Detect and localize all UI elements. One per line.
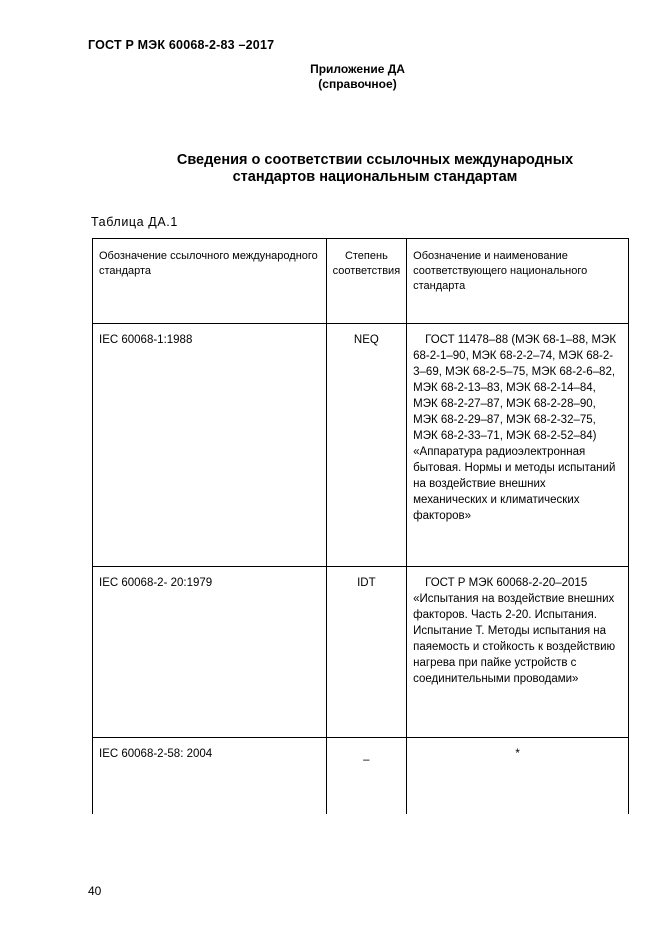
section-title-line1: Сведения о соответствии ссылочных международных bbox=[176, 152, 574, 168]
cell-international-standard: IEC 60068-1:1988 bbox=[93, 324, 327, 567]
table-caption: Таблица ДА.1 bbox=[91, 215, 178, 229]
cell-degree: IDT bbox=[326, 567, 407, 738]
cell-degree: – bbox=[326, 738, 407, 814]
table-row bbox=[93, 567, 629, 738]
appendix-note: (справочное) bbox=[318, 77, 397, 91]
section-title bbox=[125, 152, 625, 186]
header-degree: Степень соответствия bbox=[326, 239, 407, 324]
cell-national-standard: ГОСТ 11478–88 (МЭК 68-1–88, МЭК 68-2-1–90, МЭК 68-2-2–74, МЭК 68-2-3–69, МЭК 68-2-5–75, МЭК 68-2-6–82, МЭК 68-2-13–83, МЭК 68-2-14–84, МЭК 68-2-27–87, МЭК 68-2-28–90, МЭК 68-2-29–87, МЭК 68-2-32–75, МЭК 68-2-33–71, МЭК 68-2-52–84) «Аппаратура радиоэлектронная бытовая. Нормы и методы испытаний на воздействие внешних механических и климатических факторов» bbox=[407, 324, 629, 567]
table-row bbox=[93, 738, 629, 814]
header-international-standard: Обозначение ссылочного международного стандарта bbox=[93, 239, 327, 324]
table-header-row bbox=[93, 239, 629, 324]
cell-national-standard: ГОСТ Р МЭК 60068-2-20–2015 «Испытания на воздействие внешних факторов. Часть 2-20. Испытания. Испытание Т. Методы испытания на паяемость и стойкость к воздействию нагрева при пайке устройств с соединительными проводами» bbox=[407, 567, 629, 738]
section-title-line2: стандартов национальным стандартам bbox=[232, 169, 518, 185]
cell-international-standard: IEC 60068-2-58: 2004 bbox=[93, 738, 327, 814]
cell-international-standard: IEC 60068-2- 20:1979 bbox=[93, 567, 327, 738]
standards-table bbox=[92, 238, 629, 814]
cell-degree: NEQ bbox=[326, 324, 407, 567]
appendix-heading bbox=[255, 62, 460, 92]
document-code: ГОСТ Р МЭК 60068-2-83 –2017 bbox=[88, 38, 275, 52]
cell-national-standard: * bbox=[407, 738, 629, 814]
appendix-title: Приложение ДА bbox=[310, 62, 405, 76]
header-national-standard: Обозначение и наименование соответствующего национального стандарта bbox=[407, 239, 629, 324]
table-row bbox=[93, 324, 629, 567]
page-number: 40 bbox=[88, 884, 102, 898]
